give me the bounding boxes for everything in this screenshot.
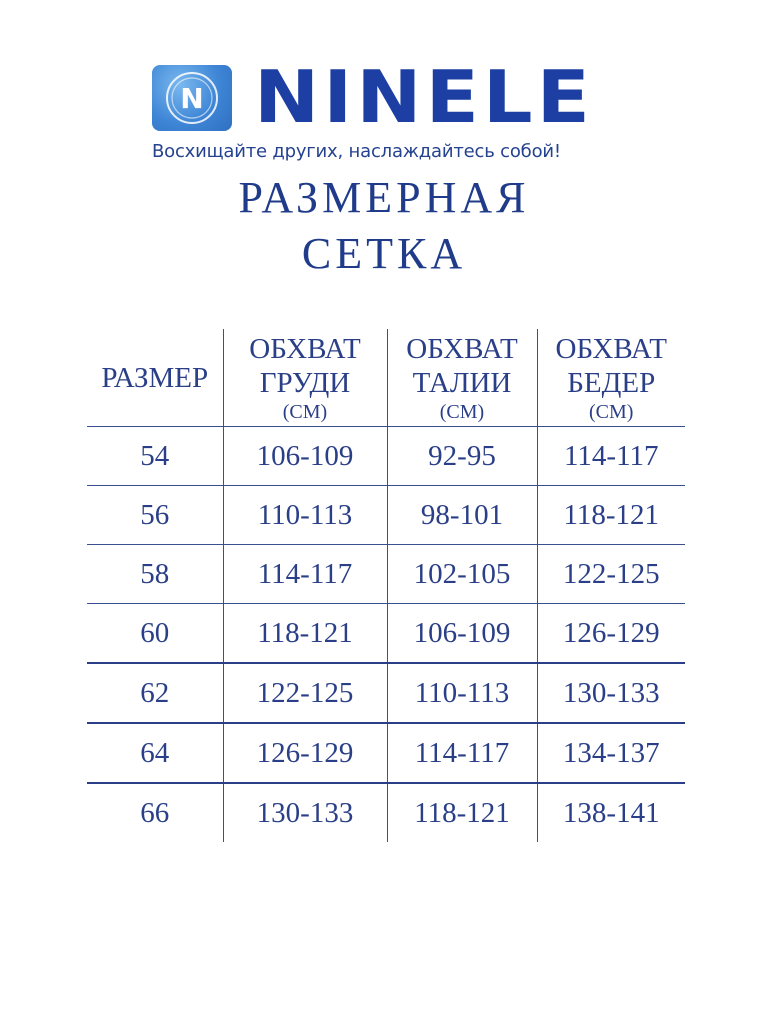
header-chest-line2: ГРУДИ <box>259 366 351 399</box>
cell-hips: 138-141 <box>537 783 685 842</box>
cell-waist: 114-117 <box>387 723 537 783</box>
monogram-letter: N <box>180 82 204 115</box>
cell-waist: 102-105 <box>387 545 537 604</box>
cell-size: 58 <box>87 545 223 604</box>
cell-waist: 106-109 <box>387 604 537 664</box>
cell-size: 62 <box>87 663 223 723</box>
cell-chest: 126-129 <box>223 723 387 783</box>
page-title-line1: РАЗМЕРНАЯ <box>238 173 530 222</box>
size-chart-table <box>87 329 685 842</box>
brand-tagline: Восхищайте других, наслаждайтесь собой! <box>152 141 561 162</box>
cell-size: 56 <box>87 486 223 545</box>
cell-hips: 126-129 <box>537 604 685 664</box>
header-hips-unit: (СМ) <box>589 400 634 423</box>
cell-waist: 92-95 <box>387 427 537 486</box>
header-size <box>87 329 223 427</box>
page-title-line2: СЕТКА <box>301 229 467 278</box>
header-hips <box>537 329 685 427</box>
table-row <box>87 663 685 723</box>
table-row <box>87 427 685 486</box>
cell-hips: 118-121 <box>537 486 685 545</box>
table-row <box>87 486 685 545</box>
header-chest-unit: (СМ) <box>282 400 328 423</box>
cell-waist: 98-101 <box>387 486 537 545</box>
header-hips-line1: ОБХВАТ <box>555 332 667 365</box>
cell-hips: 134-137 <box>537 723 685 783</box>
header-hips-line2: БЕДЕР <box>567 366 656 399</box>
cell-size: 66 <box>87 783 223 842</box>
cell-chest: 114-117 <box>223 545 387 604</box>
cell-chest: 122-125 <box>223 663 387 723</box>
cell-waist: 118-121 <box>387 783 537 842</box>
cell-size: 60 <box>87 604 223 664</box>
cell-size: 54 <box>87 427 223 486</box>
brand-name: NINELE <box>254 56 594 140</box>
header-chest <box>223 329 387 427</box>
header-chest-line1: ОБХВАТ <box>249 332 361 365</box>
table-row <box>87 723 685 783</box>
table-header-row <box>87 329 685 427</box>
table-row <box>87 783 685 842</box>
cell-chest: 118-121 <box>223 604 387 664</box>
cell-waist: 110-113 <box>387 663 537 723</box>
table-row <box>87 545 685 604</box>
cell-size: 64 <box>87 723 223 783</box>
header-waist-unit: (СМ) <box>439 400 485 423</box>
cell-chest: 130-133 <box>223 783 387 842</box>
cell-chest: 106-109 <box>223 427 387 486</box>
cell-hips: 122-125 <box>537 545 685 604</box>
header-size-label: РАЗМЕР <box>101 361 209 394</box>
table-row <box>87 604 685 664</box>
header-waist-line2: ТАЛИИ <box>412 366 512 399</box>
header-waist-line1: ОБХВАТ <box>406 332 518 365</box>
monogram-icon <box>161 70 223 126</box>
cell-hips: 130-133 <box>537 663 685 723</box>
brand-logo <box>152 56 594 140</box>
cell-chest: 110-113 <box>223 486 387 545</box>
header-waist <box>387 329 537 427</box>
cell-hips: 114-117 <box>537 427 685 486</box>
logo-badge-icon <box>152 65 232 131</box>
